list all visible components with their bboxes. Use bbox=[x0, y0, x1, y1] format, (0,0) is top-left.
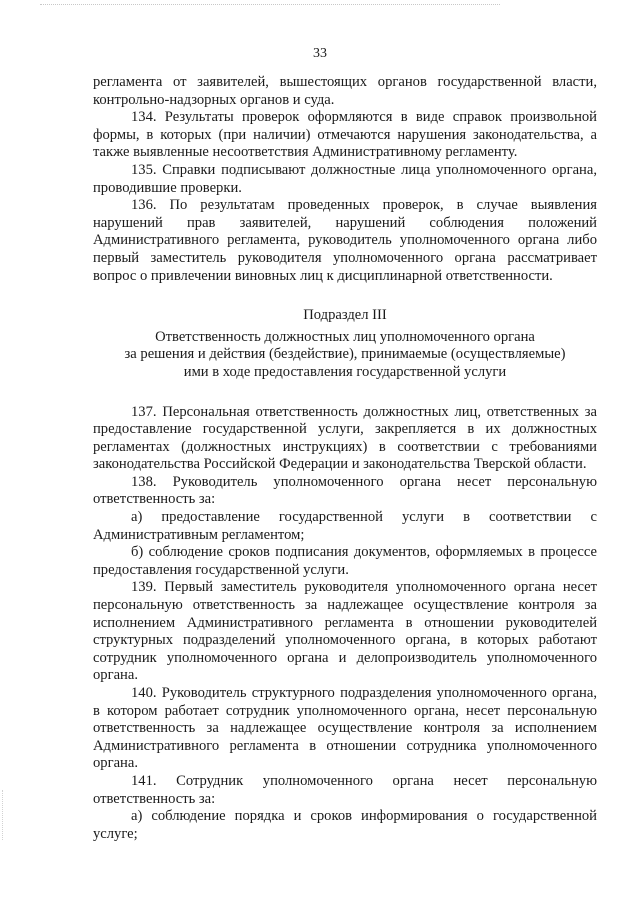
paragraph: 139. Первый заместитель руководителя уполномоченного органа несет персональную ответственность за надлежащее осуществление контроля за исполнением Административного регламента в отношении руководителей структурных подразделений уполномоченного органа, в которых работают сотрудник уполномоченного органа и делопроизводитель уполномоченного органа. bbox=[93, 579, 597, 684]
paragraph: 140. Руководитель структурного подразделения уполномоченного органа, в котором работает сотрудник уполномоченного органа, несет персональную ответственность за надлежащее осуществление контроля за исполнением Административного регламента в отношении сотрудника уполномоченного органа. bbox=[93, 685, 597, 772]
paragraph: а) соблюдение порядка и сроков информирования о государственной услуге; bbox=[93, 808, 597, 842]
paragraph: 135. Справки подписывают должностные лица уполномоченного органа, проводившие проверки. bbox=[93, 161, 597, 196]
subsection-caption-line: Ответственность должностных лиц уполномоченного органа bbox=[155, 328, 535, 345]
paragraph: 138. Руководитель уполномоченного органа несет персональную ответственность за: bbox=[93, 473, 597, 508]
scan-edge-mark bbox=[2, 790, 3, 840]
subsection-title: Подраздел III bbox=[303, 307, 387, 324]
section-text-top bbox=[93, 74, 597, 285]
document-body bbox=[93, 74, 597, 843]
scan-artifact-line bbox=[40, 4, 500, 5]
subsection-caption-line: за решения и действия (бездействие), принимаемые (осуществляемые) bbox=[124, 346, 566, 363]
paragraph: а) предоставление государственной услуги в соответствии с Административным регламентом; bbox=[93, 509, 597, 543]
paragraph: 136. По результатам проведенных проверок, в случае выявления нарушений прав заявителей, нарушений соблюдения положений Административного регламента, руководитель уполномоченного органа либо первый заместитель руководителя уполномоченного органа рассматривает вопрос о привлечении виновных лиц к дисциплинарной ответственности. bbox=[93, 197, 597, 284]
page-number: 33 bbox=[313, 46, 327, 61]
paragraph: б) соблюдение сроков подписания документов, оформляемых в процессе предоставления государственной услуги. bbox=[93, 544, 597, 578]
paragraph: 137. Персональная ответственность должностных лиц, ответственных за предоставление государственной услуги, закрепляется в их должностных регламентах (должностных инструкциях) в соответствии с требованиями законодательства Российской Федерации и законодательства Тверской области. bbox=[93, 403, 597, 473]
subsection-caption-line: ими в ходе предоставления государственной услуги bbox=[183, 363, 507, 380]
paragraph: регламента от заявителей, вышестоящих органов государственной власти, контрольно-надзорных органов и суда. bbox=[93, 74, 597, 108]
paragraph: 134. Результаты проверок оформляются в виде справок произвольной формы, в которых (при наличии) отмечаются нарушения законодательства, а также выявленные несоответствия Административному регламенту. bbox=[93, 109, 597, 161]
paragraph: 141. Сотрудник уполномоченного органа несет персональную ответственность за: bbox=[93, 772, 597, 807]
section-text-bottom bbox=[93, 404, 597, 844]
subsection-heading bbox=[93, 307, 597, 381]
